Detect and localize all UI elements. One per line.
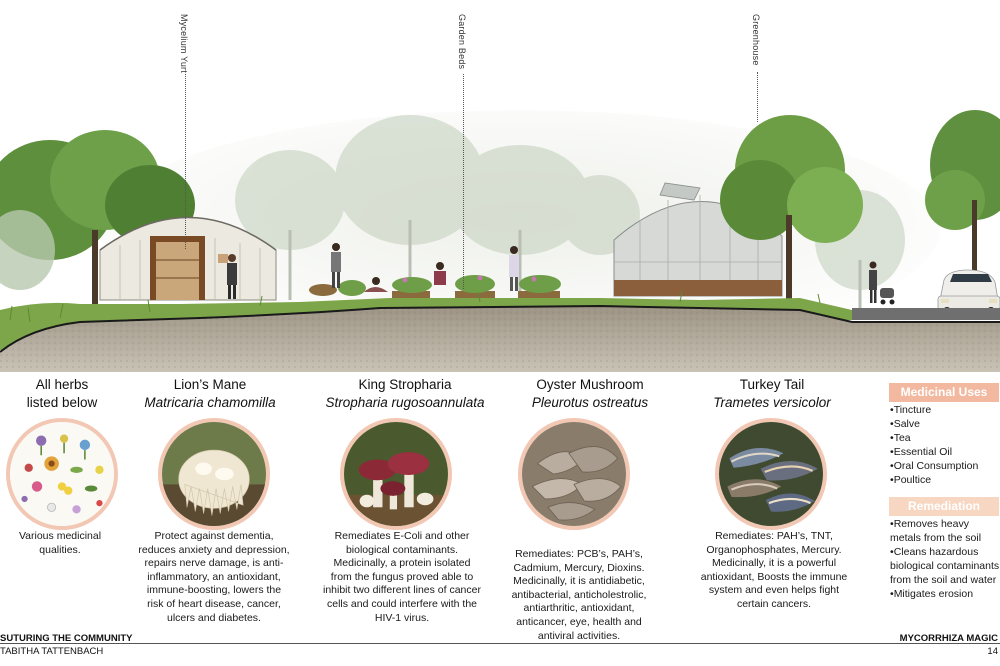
callout-label: Greenhouse <box>751 14 761 66</box>
oyster-mushroom-image <box>518 418 630 530</box>
species-herbs <box>0 376 124 412</box>
list-item: • Tea <box>890 431 1000 445</box>
species-title: King Stropharia <box>358 377 452 392</box>
list-item: • Salve <box>890 417 1000 431</box>
footer-divider <box>0 643 1000 644</box>
leader-line <box>185 74 186 249</box>
list-item: • Essential Oil <box>890 445 1000 459</box>
species-description: Various medicinal qualities. <box>18 530 102 556</box>
species-title: All herbs <box>35 377 89 392</box>
leader-line <box>757 72 758 122</box>
footer-page-number: 14 <box>987 646 998 657</box>
list-item: • Removes heavy metals from the soil <box>890 517 1000 545</box>
herbs-image <box>6 418 118 530</box>
list-item: • Tincture <box>890 403 1000 417</box>
species-title: Turkey Tail <box>739 377 805 392</box>
species-oyster-mushroom <box>490 376 690 412</box>
lions-mane-image <box>158 418 270 530</box>
species-scientific-name: Stropharia rugosoannulata <box>325 395 485 410</box>
species-scientific-name: Trametes versicolor <box>713 395 831 410</box>
species-description: Remediates: PAH’s, TNT, Organophosphates, Mercury. Medicinally, it is a powerful antioxidant, Boosts the immune system and even helps fight certain cancers. <box>700 530 848 610</box>
species-title: Oyster Mushroom <box>536 377 644 392</box>
turkey-tail-image <box>715 418 827 530</box>
species-scientific-name: Pleurotus ostreatus <box>531 395 649 410</box>
species-lions-mane <box>135 376 285 412</box>
species-turkey-tail <box>672 376 872 412</box>
list-item: • Oral Consumption <box>890 459 1000 473</box>
road <box>852 308 1000 320</box>
species-king-stropharia <box>305 376 505 412</box>
list-item: • Poultice <box>890 473 1000 487</box>
footer-author: TABITHA TATTENBACH <box>0 646 104 657</box>
medicinal-uses-heading: Medicinal Uses <box>889 383 999 402</box>
species-title: Lion’s Mane <box>173 377 247 392</box>
remediation-list <box>890 517 1000 601</box>
species-description: Remediates: PCB’s, PAH’s, Cadmium, Mercury, Dioxins. Medicinally, it is antidiabetic, antibacterial, anticholestrolic, antiarthritic, antioxidant, anticancer, eye, health and antiviral activities. <box>511 548 647 642</box>
species-title-line2: listed below <box>26 395 98 410</box>
remediation-heading: Remediation <box>889 497 999 516</box>
callout-label: Garden Beds <box>457 14 467 70</box>
list-item: • Cleans hazardous biological contaminants from the soil and water <box>890 545 1000 587</box>
king-stropharia-image <box>340 418 452 530</box>
list-item: • Mitigates erosion <box>890 587 1000 601</box>
species-scientific-name: Matricaria chamomilla <box>144 395 276 410</box>
species-description: Remediates E-Coli and other biological contaminants. Medicinally, a protein isolated from the fungus proved able to inhibit two different lines of cancer cells and could interfere with the HIV-1 virus. <box>323 530 481 624</box>
medicinal-uses-list <box>890 403 1000 487</box>
footer-section-title: MYCORRHIZA MAGIC <box>899 633 998 644</box>
species-description: Protect against dementia, reduces anxiety and depression, repairs nerve damage, is anti-inflammatory, an antioxidant, immune-boosting, lowers the risk of heart disease, cancer, ulcers and diabetes. <box>138 530 290 624</box>
footer-project-title: SUTURING THE COMMUNITY <box>0 633 133 644</box>
callout-label: Mycelium Yurt <box>179 14 189 73</box>
leader-line <box>463 74 464 289</box>
